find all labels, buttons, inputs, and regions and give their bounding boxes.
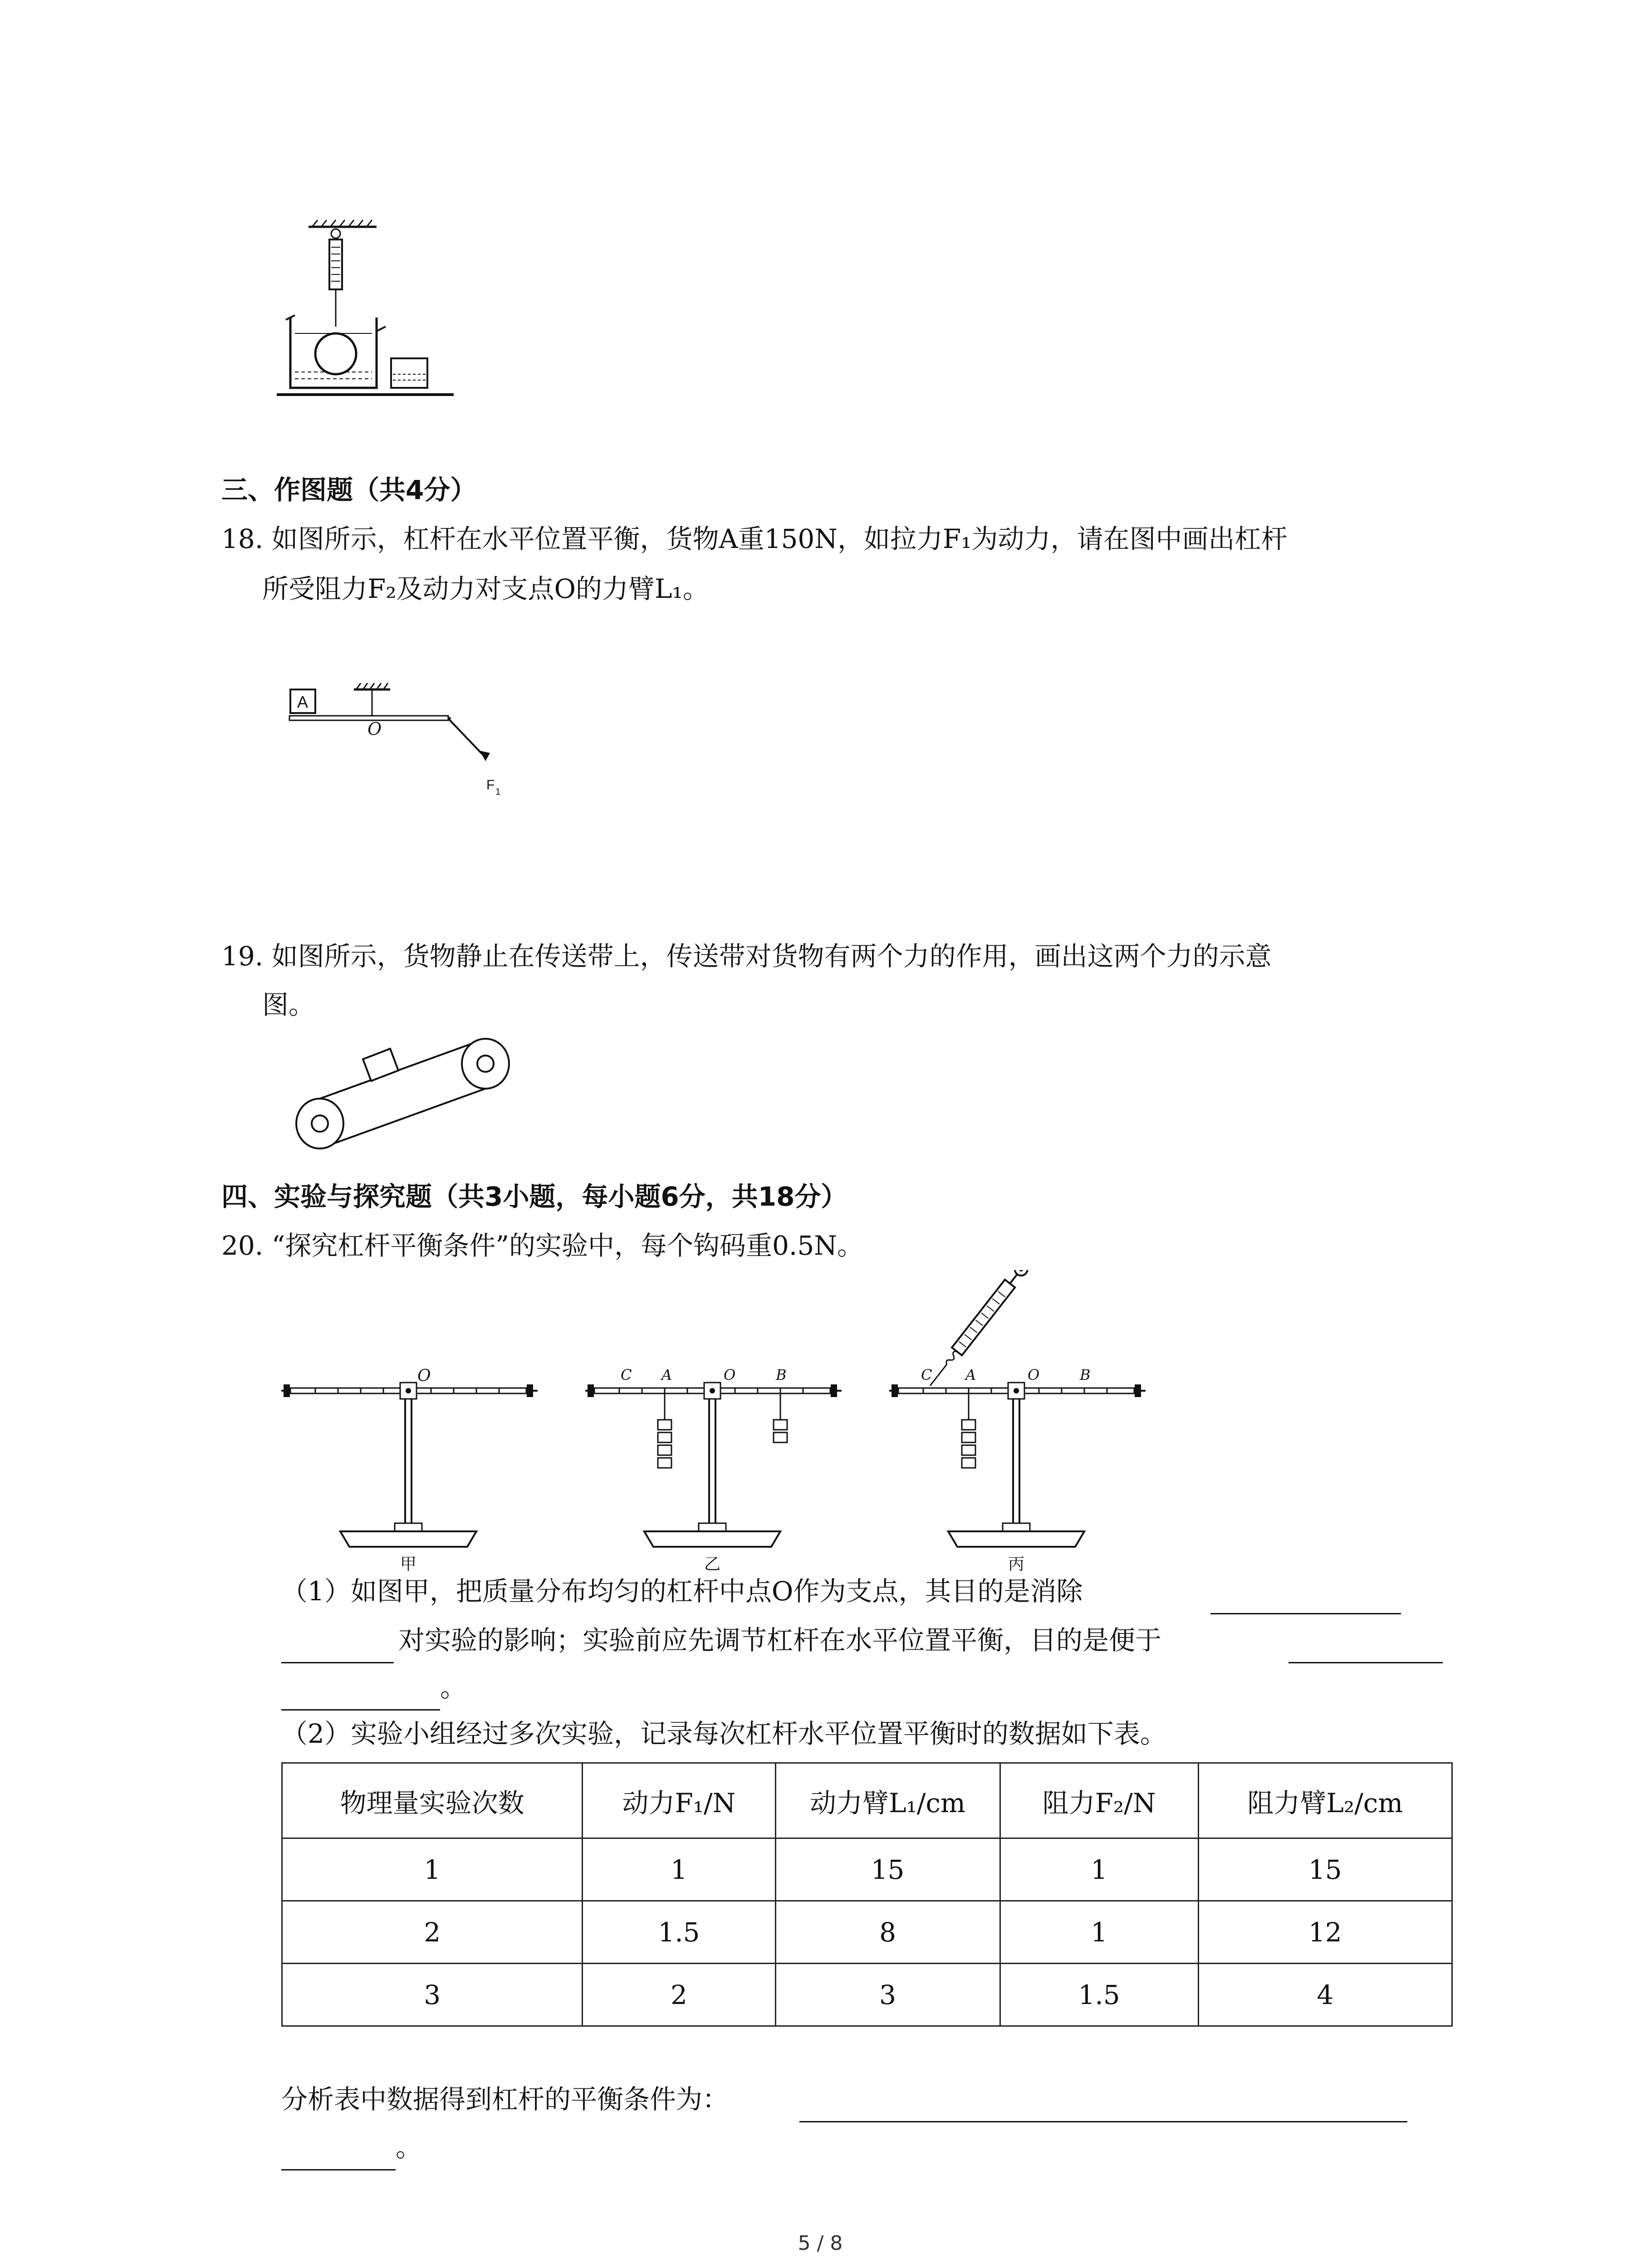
answer-blank-1a[interactable] [1210, 1588, 1401, 1614]
part-1-line-1-text: （1）如图甲，把质量分布均匀的杠杆中点O作为支点，其目的是消除 [281, 1576, 1083, 1607]
question-20-part-2-line-1: （2）实验小组经过多次实验，记录每次杠杆水平位置平衡时的数据如下表。 [281, 1718, 1166, 1749]
figure-caption-yi: 乙 [704, 1555, 721, 1574]
figure-lever-with-block [286, 680, 540, 812]
answer-blank-2a[interactable] [1288, 1637, 1443, 1663]
analysis-line-1: 分析表中数据得到杠杆的平衡条件为： [281, 2084, 729, 2115]
table-header-cell: 动力F₁/N [583, 1763, 775, 1838]
table-header-cell: 阻力F₂/N [1000, 1763, 1198, 1838]
table-cell: 1.5 [583, 1901, 775, 1964]
table-cell: 1 [1000, 1838, 1198, 1901]
question-18-line-1: 18. 如图所示，杠杆在水平位置平衡，货物A重150N，如拉力F₁为动力，请在图中画出杠杆 [221, 523, 1288, 554]
lever-block-label: A [297, 693, 309, 711]
lever-force-subscript: 1 [495, 787, 501, 797]
table-cell: 8 [775, 1901, 1000, 1964]
table-cell: 3 [775, 1964, 1000, 2026]
page-number: 5 / 8 [798, 2232, 843, 2255]
yi-label-o: O [724, 1366, 736, 1383]
bing-label-o: O [1028, 1366, 1040, 1383]
table-cell: 2 [282, 1901, 583, 1964]
table-cell: 15 [775, 1838, 1000, 1901]
table-row [282, 1901, 1452, 1964]
answer-blank-1b[interactable] [281, 1637, 394, 1663]
jia-pivot-label: O [417, 1367, 431, 1385]
question-19-line-1: 19. 如图所示，货物静止在传送带上，传送带对货物有两个力的作用，画出这两个力的示意 [221, 941, 1272, 972]
question-20-intro: 20. “探究杠杆平衡条件”的实验中，每个钩码重0.5N。 [221, 1230, 863, 1261]
figure-caption-jia: 甲 [400, 1555, 417, 1574]
figure-conveyor-belt [279, 1025, 524, 1166]
question-20-part-1-line-2: 对实验的影响；实验前应先调节杠杆在水平位置平衡，目的是便于 [398, 1625, 1162, 1656]
data-table [281, 1762, 1453, 2027]
answer-blank-3b[interactable] [281, 2144, 396, 2170]
table-header-row [282, 1763, 1452, 1838]
section-3-heading: 三、作图题（共4分） [221, 474, 477, 505]
section-4-heading: 四、实验与探究题（共3小题，每小题6分，共18分） [221, 1181, 847, 1212]
lever-pivot-label: O [367, 719, 382, 739]
figure-lever-jia [281, 1356, 544, 1574]
question-20-part-1-line-3-end: 。 [440, 1672, 467, 1703]
answer-blank-3a[interactable] [799, 2096, 1407, 2122]
bing-label-c: C [921, 1366, 932, 1383]
figure-lever-bing [889, 1270, 1171, 1574]
table-cell: 1 [282, 1838, 583, 1901]
figure-lever-yi [585, 1356, 857, 1574]
bing-label-b: B [1080, 1366, 1091, 1383]
question-18-line-2: 所受阻力F₂及动力对支点O的力臂L₁。 [262, 573, 709, 604]
table-cell: 1 [1000, 1901, 1198, 1964]
table-cell: 2 [583, 1964, 775, 2026]
question-20-part-1-line-1 [281, 1573, 1083, 1609]
table-header-cell: 物理量实验次数 [282, 1763, 583, 1838]
table-header-cell: 动力臂L₁/cm [775, 1763, 1000, 1838]
yi-label-b: B [776, 1366, 787, 1383]
table-header-cell: 阻力臂L₂/cm [1198, 1763, 1452, 1838]
table-cell: 1 [583, 1838, 775, 1901]
answer-blank-2b[interactable] [281, 1684, 440, 1711]
table-row [282, 1964, 1452, 2026]
table-cell: 12 [1198, 1901, 1452, 1964]
table-row [282, 1838, 1452, 1901]
figure-caption-bing: 丙 [1008, 1555, 1025, 1574]
figure-spring-scale-beaker [272, 218, 463, 408]
yi-label-c: C [621, 1366, 632, 1383]
table-cell: 1.5 [1000, 1964, 1198, 2026]
table-cell: 3 [282, 1964, 583, 2026]
analysis-line-2-end: 。 [396, 2132, 422, 2163]
yi-label-a: A [661, 1366, 672, 1383]
question-19-line-2: 图。 [262, 989, 315, 1020]
bing-label-a: A [965, 1366, 976, 1383]
lever-force-label: F [486, 777, 495, 792]
table-cell: 4 [1198, 1964, 1452, 2026]
table-cell: 15 [1198, 1838, 1452, 1901]
